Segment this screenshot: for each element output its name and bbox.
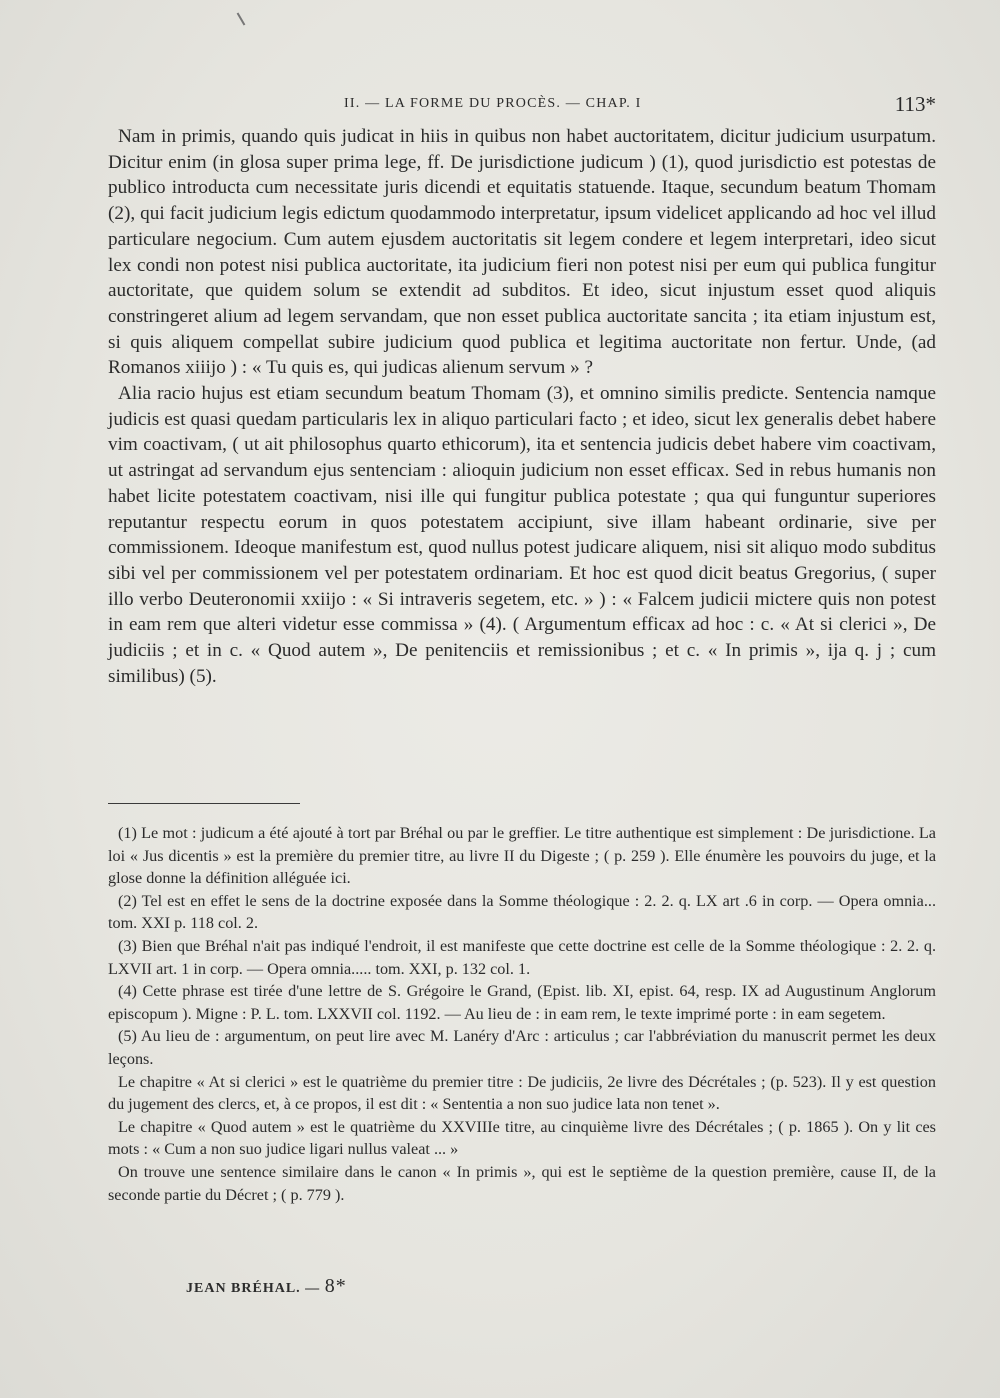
footnote-5: (5) Au lieu de : argumentum, on peut lire avec M. Lanéry d'Arc : articulus ; car l'abbréviation du manuscrit permet les deux leçons. — [108, 1027, 936, 1068]
paragraph-2: Alia racio hujus est etiam secundum beatum Thomam (3), et omnino similis predicte. Sentencia namque judicis est quasi quedam particularis lex in aliquo particulari facto ; et ideo, sicut lex generalis debet habere vim coactivam, ( ut ait philosophus quarto ethicorum), ita et sentencia judicis debet habere vim coactivam, ut astringat ad servandum ejus sentenciam : alioquin judicium non esset efficax. Sed in rebus humanis non habet licite potestatem coactivam, nisi ille qui fungitur publica potestate ; qua qui funguntur superiores reputantur respectu eorum in quos potestatem accipiunt, sive illam habeant ordinarie, sive per commissionem. Ideoque manifestum est, quod nullus potest judicare aliquem, nisi sit aliquo modo subditus sibi vel per commissionem vel per potestatem ordinariam. Et hoc est quod dicit beatus Gregorius, ( super illo verbo Deuteronomii xxiijo : « Si intraveris segetem, etc. » ) : « Falcem judicii mictere quis non potest in eam rem que alteri videtur esse commissa » (4). ( Argumentum efficax ad hoc : c. « At si clerici », De judiciis ; et in c. « Quod autem », De penitenciis et remissionibus ; et c. « In primis », ija q. j ; cum similibus) (5). — [108, 383, 936, 687]
footnote-3: (3) Bien que Bréhal n'ait pas indiqué l'endroit, il est manifeste que cette doctrine est celle de la Somme théologique : 2. 2. q. LXVII art. 1 in corp. — Opera omnia..... tom. XXI, p. 132 col. 1. — [108, 936, 936, 978]
footnote-2: (2) Tel est en effet le sens de la doctrine exposée dans la Somme théologique : 2. 2. q. LX art .6 in corp. — Opera omnia... tom. XXI p. 118 col. 2. — [108, 891, 936, 933]
footnote-4: (4) Cette phrase est tirée d'une lettre de S. Grégoire le Grand, (Epist. lib. XI, epist. 64, resp. IX ad Augustinum Anglorum episcopum ). Migne : P. L. tom. LXXVII col. 1192. — Au lieu de : in eam rem, le texte imprimé porte : in eam segetem. — [108, 982, 936, 1023]
signature-mark — [186, 1275, 347, 1298]
running-title: II. — LA FORME DU PROCÈS. — CHAP. I — [344, 96, 642, 111]
signature-label: JEAN BRÉHAL. — — [186, 1281, 321, 1296]
footnotes — [108, 822, 936, 1206]
footnote-rule — [108, 803, 300, 804]
footnote-6: Le chapitre « At si clerici » est le quatrième du premier titre : De judiciis, 2e livre des Décrétales ; (p. 523). Il y est question du jugement des clercs, et, à ce propos, il est dit : « Sententia a non suo judice lata non tenet ». — [108, 1072, 936, 1114]
paper-mark — [237, 12, 246, 25]
footnote-7: Le chapitre « Quod autem » est le quatrième du XXVIIIe titre, au cinquième livre des Décrétales ; ( p. 1865 ). On y lit ces mots : « Cum a non suo judice ligari nullus valeat ... » — [108, 1117, 936, 1159]
footnote-1: (1) Le mot : judicum a été ajouté à tort par Bréhal ou par le greffier. Le titre authentique est simplement : De jurisdictione. La loi « Jus dicentis » est la première du premier titre, au livre II du Digeste ; ( p. 259 ). Elle énumère les pouvoirs du juge, et la glose donne la définition alléguée ici. — [108, 824, 936, 888]
paragraph-1: Nam in primis, quando quis judicat in hiis in quibus non habet auctoritatem, dicitur judicium usurpatum. Dicitur enim (in glosa super prima lege, ff. De jurisdictione judicum ) (1), quod jurisdictio est potestas de publico introducta cum necessitate juris dicendi et equitatis statuende. Itaque, secundum beatum Thomam (2), qui facit judicium legis edictum quodammodo interpretatur, ipsum videlicet applicando ad hoc vel illud particulare negocium. Cum autem ejusdem auctoritatis sit legem condere et legem interpretari, ideo sicut lex condi non potest nisi publica auctoritate, ita judicium fieri non potest nisi per eum qui publica fungitur auctoritate, que quidem solum se extendit ad subditos. Et ideo, sicut injustum esset quod aliquis constringeret alium ad legem servandam, que non esset publica auctoritate sancita ; ita etiam injustum est, si quis aliquem compellat subire judicium quod publica et legitima auctoritate non fertur. Unde, (ad Romanos xiiijo ) : « Tu quis es, qui judicas alienum servum » ? — [108, 126, 936, 379]
running-head — [108, 92, 936, 122]
page-number: 113* — [894, 92, 936, 116]
footnote-8: On trouve une sentence similaire dans le canon « In primis », qui est le septième de la question première, cause II, de la seconde partie du Décret ; ( p. 779 ). — [108, 1162, 936, 1204]
signature-number: 8* — [324, 1275, 347, 1297]
main-text — [108, 124, 936, 689]
